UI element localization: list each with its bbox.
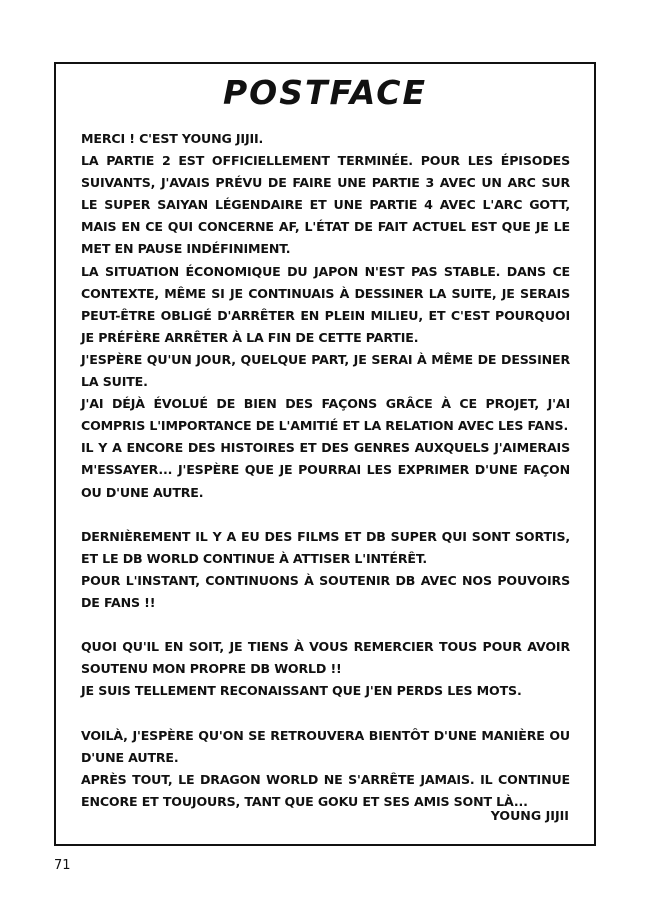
page-number: 71: [54, 858, 71, 873]
paragraph-economic-situation: LA SITUATION ÉCONOMIQUE DU JAPON N'EST PAS STABLE. DANS CE CONTEXTE, MÊME SI JE CONTINUAIS À DESSINER LA SUITE, JE SERAIS PEUT-ÊTRE OBLIGÉ D'ARRÊTER EN PLEIN MILIEU, ET C'EST POURQUOI JE PRÉFÈRE ARRÊTER À LA FIN DE CETTE PARTIE.: [81, 263, 570, 345]
paragraph-db-super: DERNIÈREMENT IL Y A EU DES FILMS ET DB SUPER QUI SONT SORTIS, ET LE DB WORLD CONTINUE À ATTISER L'INTÉRÊT.: [81, 528, 570, 566]
paragraph-gap: [81, 504, 570, 526]
paragraph-gap: [81, 614, 570, 636]
postface-body: [81, 128, 570, 813]
paragraph-grateful: JE SUIS TELLEMENT RECONAISSANT QUE J'EN PERDS LES MOTS.: [81, 683, 522, 699]
paragraph-dragon-world: APRÈS TOUT, LE DRAGON WORLD NE S'ARRÊTE JAMAIS. IL CONTINUE ENCORE ET TOUJOURS, TANT QUE GOKU ET SES AMIS SONT LÀ...: [81, 771, 570, 809]
paragraph-part-two-ended: LA PARTIE 2 EST OFFICIELLEMENT TERMINÉE. POUR LES ÉPISODES SUIVANTS, J'AVAIS PRÉVU DE FAIRE UNE PARTIE 3 AVEC UN ARC SUR LE SUPER SAIYAN LÉGENDAIRE ET UNE PARTIE 4 AVEC L'ARC GOTT, MAIS EN CE QUI CONCERNE AF, L'ÉTAT DE FAIT ACTUEL EST QUE JE LE MET EN PAUSE INDÉFINIMENT.: [81, 153, 570, 257]
postface-frame: [54, 62, 596, 846]
paragraph-fan-power: POUR L'INSTANT, CONTINUONS À SOUTENIR DB AVEC NOS POUVOIRS DE FANS !!: [81, 572, 570, 610]
paragraph-hope-continue: J'ESPÈRE QU'UN JOUR, QUELQUE PART, JE SERAI À MÊME DE DESSINER LA SUITE.: [81, 351, 570, 390]
paragraph-other-stories: IL Y A ENCORE DES HISTOIRES ET DES GENRES AUXQUELS J'AIMERAIS M'ESSAYER... J'ESPÈRE QUE JE POURRAI LES EXPRIMER D'UNE FAÇON OU D'UNE AUTRE.: [81, 440, 570, 500]
author-signature: YOUNG JIJII: [490, 808, 569, 823]
page-title: POSTFACE: [222, 73, 428, 112]
paragraph-see-you: VOILÀ, J'ESPÈRE QU'ON SE RETROUVERA BIENTÔT D'UNE MANIÈRE OU D'UNE AUTRE.: [81, 727, 570, 765]
paragraph-greeting: MERCI ! C'EST YOUNG JIJII.: [81, 131, 264, 146]
paragraph-thanks: QUOI QU'IL EN SOIT, JE TIENS À VOUS REMERCIER TOUS POUR AVOIR SOUTENU MON PROPRE DB WORLD !!: [81, 639, 570, 677]
paragraph-evolved: J'AI DÉJÀ ÉVOLUÉ DE BIEN DES FAÇONS GRÂCE À CE PROJET, J'AI COMPRIS L'IMPORTANCE DE L'AMITIÉ ET LA RELATION AVEC LES FANS.: [81, 396, 570, 434]
paragraph-gap: [81, 702, 570, 724]
